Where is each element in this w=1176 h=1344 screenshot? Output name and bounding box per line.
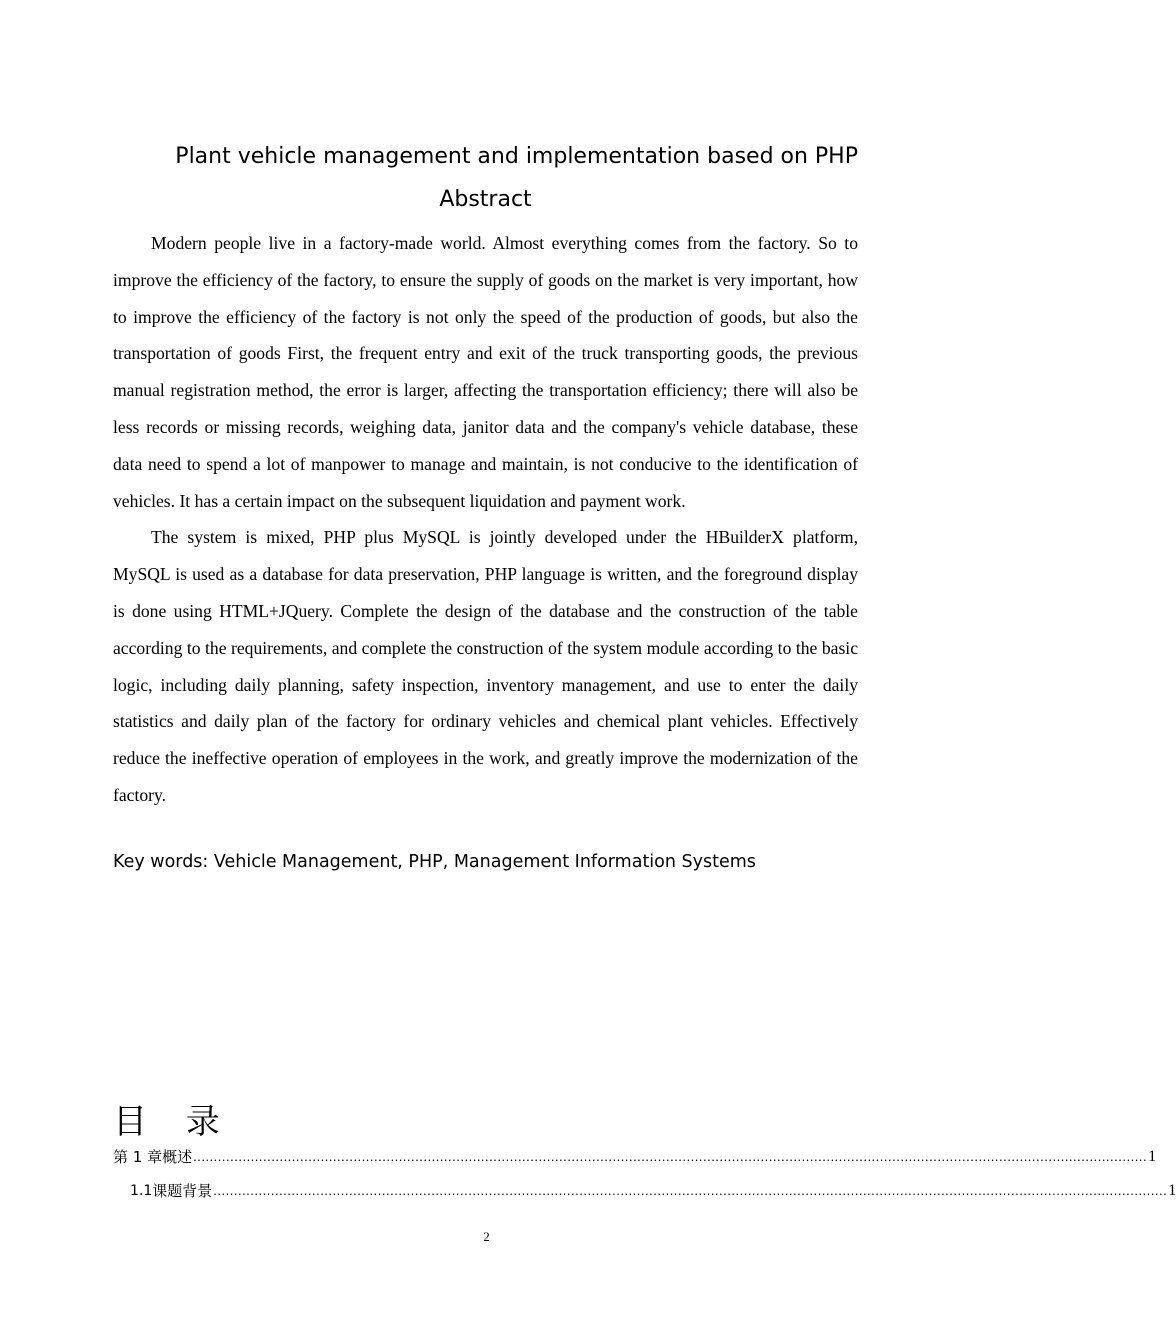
- abstract-paragraph: The system is mixed, PHP plus MySQL is jointly developed under the HBuilderX platform, MySQL is used as a database for data preservation, PHP language is written, and the foreground display is done using HTML+JQuery. Complete the design of the database and the construction of the table according to the requirements, and complete the construction of the system module according to the basic logic, including daily planning, safety inspection, inventory management, and use to enter the daily statistics and daily plan of the factory for ordinary vehicles and chemical plant vehicles. Effectively reduce the ineffective operation of employees in the work, and greatly improve the modernization of the factory.: [113, 527, 858, 805]
- toc-entry-page: 1: [1168, 1182, 1176, 1199]
- toc-entry[interactable]: [113, 1179, 1176, 1203]
- toc-entry-number: 第 1 章: [113, 1148, 163, 1166]
- toc-entry-page: 1: [1148, 1148, 1157, 1165]
- abstract-heading: Abstract: [439, 187, 532, 212]
- toc-entry[interactable]: [113, 1145, 1157, 1169]
- document-title: Plant vehicle management and implementation based on PHP: [175, 144, 858, 169]
- toc-entry-label: 课题背景: [152, 1182, 213, 1200]
- toc-leader-dots: ........................................................................................................................................................................................................................................: [213, 1183, 1168, 1198]
- abstract-body: [113, 225, 858, 814]
- toc-entry-label: 概述: [162, 1148, 193, 1166]
- abstract-paragraph: Modern people live in a factory-made world. Almost everything comes from the factory. So to improve the efficiency of the factory, to ensure the supply of goods on the market is very important, how to improve the efficiency of the factory is not only the speed of the production of goods, but also the transportation of goods First, the frequent entry and exit of the truck transporting goods, the previous manual registration method, the error is larger, affecting the transportation efficiency; there will also be less records or missing records, weighing data, janitor data and the company's vehicle database, these data need to spend a lot of manpower to manage and maintain, is not conducive to the identification of vehicles. It has a certain impact on the subsequent liquidation and payment work.: [113, 233, 858, 511]
- keywords-line: Key words: Vehicle Management, PHP, Management Information Systems: [113, 852, 756, 872]
- page-number: 2: [483, 1229, 490, 1244]
- toc-heading: 目 录: [113, 1102, 234, 1142]
- toc-leader-dots: ........................................................................................................................................................................................................................................: [193, 1149, 1148, 1164]
- toc-entry-number: 1.1: [130, 1183, 153, 1199]
